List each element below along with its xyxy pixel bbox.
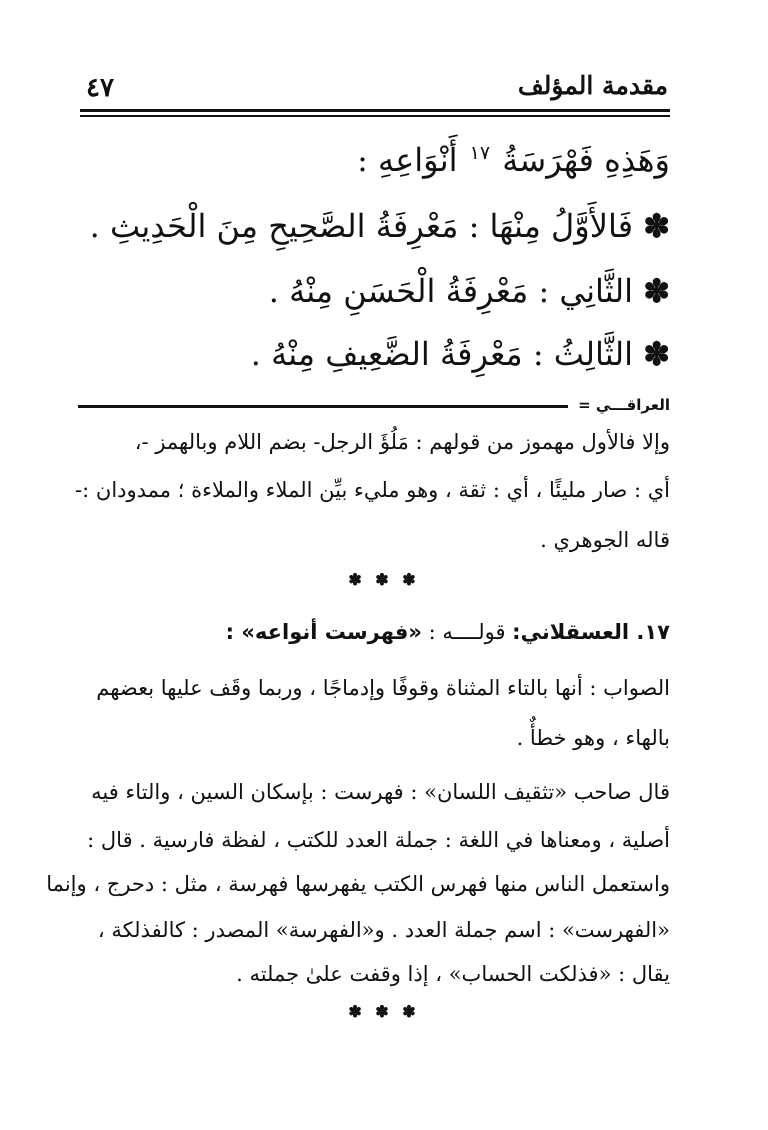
bullet-item: [80, 198, 670, 254]
bullet-text: فَالأَوَّلُ مِنْهَا : مَعْرِفَةُ الصَّحِيحِ مِنَ الْحَدِيثِ .: [89, 207, 634, 245]
note-line: الصواب : أنها بالتاء المثناة وقوفًا وإدماجًا ، وربما وقَف عليها بعضهم: [96, 676, 670, 700]
note-line: قال صاحب «تثقيف اللسان» : فهرست : بإسكان السين ، والتاء فيه: [91, 780, 670, 804]
running-title: مقدمة المؤلف: [517, 71, 668, 100]
asterisk-icon: ✽: [643, 335, 670, 373]
page-number: ٤٧: [86, 73, 114, 103]
intro-text-before: وَهَذِهِ فَهْرَسَةُ: [502, 141, 670, 179]
asterisk-icon: ✽: [643, 272, 670, 310]
header-rule-thin: [80, 115, 670, 117]
note-quote-word: قولــــه :: [428, 620, 506, 644]
section-divider: ✽ ✽ ✽: [348, 570, 420, 589]
asterisk-icon: ✽: [643, 207, 670, 245]
note-line: بالهاء ، وهو خطأٌ .: [516, 726, 670, 750]
note-number-name: ١٧. العسقلاني:: [512, 620, 670, 644]
note-quoted-phrase: «فهرست أنواعه» :: [225, 620, 422, 644]
footnote-reference: ١٧: [469, 142, 491, 165]
footnote-label: العراقـــي =: [578, 396, 670, 414]
note-heading: [226, 612, 670, 652]
bullet-text: الثَّالِثُ : مَعْرِفَةُ الضَّعِيفِ مِنْهُ .: [250, 335, 634, 373]
bullet-text: الثَّانِي : مَعْرِفَةُ الْحَسَنِ مِنْهُ .: [268, 272, 634, 310]
bullet-item: [80, 326, 670, 382]
bullet-item: [80, 263, 670, 319]
footnote-separator: [78, 405, 568, 408]
footnote-line: قاله الجوهري .: [540, 528, 670, 552]
note-line: أصلية ، ومعناها في اللغة : جملة العدد للكتب ، لفظة فارسية . قال :: [87, 828, 670, 852]
note-line: واستعمل الناس منها فهرس الكتب يفهرسها فهرسة ، مثل : دحرج ، وإنما: [46, 872, 670, 896]
intro-line: [80, 132, 670, 188]
footnote-line: وإلا فالأول مهموز من قولهم : مَلُؤَ الرجل- بضم اللام وبالهمز -،: [134, 430, 670, 454]
note-line: «الفهرست» : اسم جملة العدد . و«الفهرسة» المصدر : كالفذلكة ،: [97, 918, 670, 942]
header-rule: [80, 109, 670, 112]
intro-text-after: أَنْوَاعِهِ :: [357, 141, 458, 179]
footnote-line: أي : صار مليئًا ، أي : ثقة ، وهو مليء بيِّن الملاء والملاءة ؛ ممدودان :-: [75, 478, 670, 502]
note-line: يقال : «فذلكت الحساب» ، إذا وقفت علىٰ جملته .: [236, 962, 670, 986]
section-divider: ✽ ✽ ✽: [348, 1002, 420, 1021]
